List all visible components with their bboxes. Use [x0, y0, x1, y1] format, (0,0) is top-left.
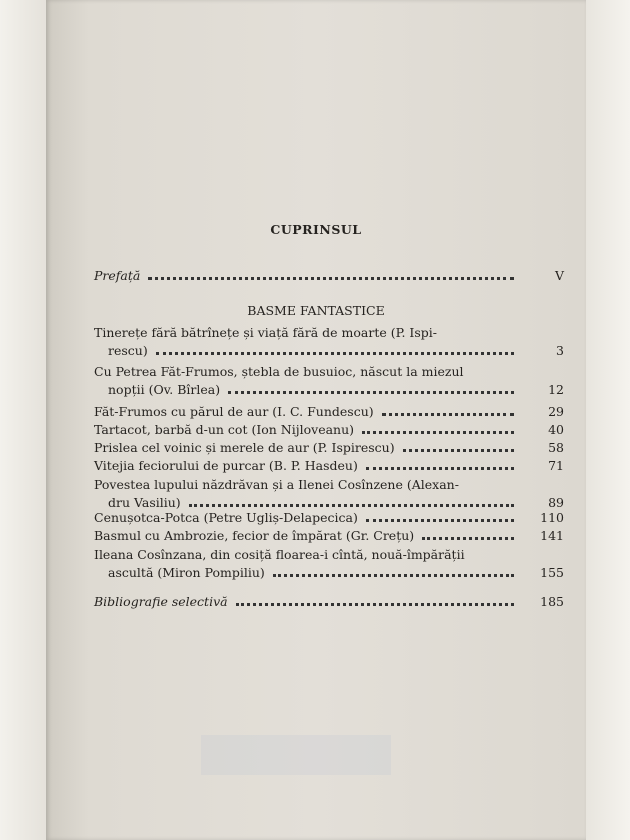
toc-entry — [94, 510, 564, 528]
dot-leader — [382, 413, 514, 416]
dot-leader — [422, 537, 514, 540]
entry-text: Ileana Cosînzana, din cosiță floarea-i cîntă, nouă-împărății — [94, 547, 465, 562]
book-page — [46, 0, 586, 840]
bibliography-entry — [94, 594, 564, 612]
toc-entry — [94, 364, 564, 400]
entry-text: Povestea lupului năzdrăvan și a Ilenei Cosînzene (Alexan- — [94, 477, 459, 492]
dot-leader — [366, 519, 514, 522]
page-number: 89 — [548, 495, 564, 510]
toc-entry — [94, 458, 564, 476]
entry-text: Cenușotca-Potca (Petre Ugliș-Delapecica) — [94, 510, 358, 525]
dot-leader — [189, 504, 514, 507]
faded-stamp — [201, 735, 391, 775]
dot-leader — [273, 574, 514, 577]
toc-entry — [94, 325, 564, 361]
toc-entry — [94, 547, 564, 583]
toc-entry — [94, 477, 564, 513]
page-number: 71 — [548, 458, 564, 473]
page-number: 29 — [548, 404, 564, 419]
page-number: 155 — [540, 565, 564, 580]
entry-text: rescu) — [108, 343, 148, 358]
entry-text: Tinerețe fără bătrînețe și viață fără de moarte (P. Ispi- — [94, 325, 437, 340]
dot-leader — [156, 352, 514, 355]
page-number: 141 — [540, 528, 564, 543]
entry-text: Cu Petrea Făt-Frumos, ștebla de busuioc, născut la miezul — [94, 364, 464, 379]
entry-text: Vitejia feciorului de purcar (B. P. Hasdeu) — [94, 458, 358, 473]
entry-text: ascultă (Miron Pompiliu) — [108, 565, 265, 580]
toc-entry — [94, 422, 564, 440]
background-left — [0, 0, 48, 840]
dot-leader — [228, 391, 514, 394]
entry-text: dru Vasiliu) — [108, 495, 181, 510]
section-heading: BASME FANTASTICE — [247, 303, 385, 318]
page-number: 185 — [540, 594, 564, 609]
entry-text: Prislea cel voinic și merele de aur (P. Ispirescu) — [94, 440, 395, 455]
entry-text: Tartacot, barbă d-un cot (Ion Nijloveanu) — [94, 422, 355, 437]
page-number: 58 — [548, 440, 564, 455]
background-right — [580, 0, 630, 840]
dot-leader — [362, 431, 514, 434]
dot-leader — [148, 277, 514, 280]
page-number: 12 — [548, 382, 564, 397]
entry-text: Făt-Frumos cu părul de aur (I. C. Fundescu) — [94, 404, 374, 419]
page-number: V — [554, 268, 564, 283]
page-title: CUPRINSUL — [270, 222, 362, 237]
preface-label: Prefață — [94, 268, 141, 283]
dot-leader — [366, 467, 514, 470]
entry-text: nopții (Ov. Bîrlea) — [108, 382, 221, 397]
page-number: 110 — [540, 510, 564, 525]
toc-entry — [94, 528, 564, 546]
page-number: 40 — [548, 422, 564, 437]
page-number: 3 — [556, 343, 564, 358]
entry-text: Basmul cu Ambrozie, fecior de împărat (Gr. Crețu) — [94, 528, 415, 543]
preface-entry — [94, 268, 564, 286]
dot-leader — [403, 449, 514, 452]
bibliography-label: Bibliografie selectivă — [94, 594, 228, 609]
toc-entry — [94, 404, 564, 422]
dot-leader — [236, 603, 514, 606]
toc-entry — [94, 440, 564, 458]
